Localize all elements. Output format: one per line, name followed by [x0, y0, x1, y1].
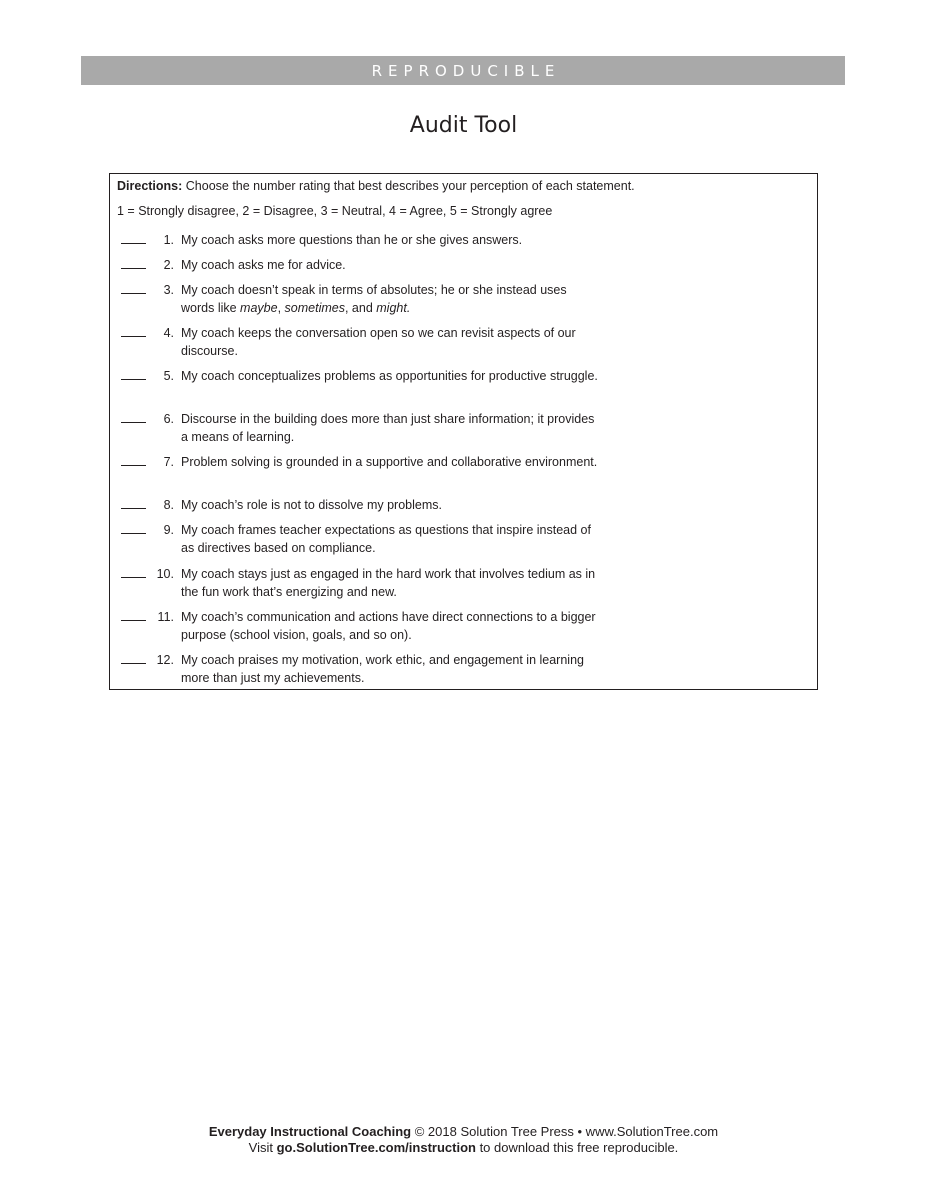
item-number: 8. — [163, 498, 174, 512]
page-footer — [0, 1124, 927, 1156]
banner-label: REPRODUCIBLE — [371, 61, 561, 80]
item-statement: My coach stays just as engaged in the hard work that involves tedium as in the fun work that’s energizing and new. — [181, 567, 596, 599]
footer-line-1 — [0, 1124, 927, 1140]
item-statement: My coach asks more questions than he or she gives answers. — [181, 233, 523, 247]
item-statement: Problem solving is grounded in a supportive and collaborative environment. — [181, 455, 598, 469]
item-number: 9. — [163, 523, 174, 537]
item-statement: Discourse in the building does more than just share information; it provides a means of learning. — [181, 412, 595, 444]
item-number: 1. — [163, 233, 174, 247]
directions-line — [117, 179, 635, 193]
rating-scale: 1 = Strongly disagree, 2 = Disagree, 3 = Neutral, 4 = Agree, 5 = Strongly agree — [117, 204, 553, 218]
item-statement: My coach conceptualizes problems as opportunities for productive struggle. — [181, 369, 598, 383]
item-number: 10. — [156, 567, 174, 581]
item-number: 6. — [163, 412, 174, 426]
item-number: 7. — [163, 455, 174, 469]
item-statement: My coach frames teacher expectations as questions that inspire instead of as directives based on compliance. — [181, 523, 591, 555]
item-statement: My coach asks me for advice. — [181, 258, 346, 272]
item-number: 12. — [156, 653, 174, 667]
item-statement: My coach’s role is not to dissolve my problems. — [181, 498, 442, 512]
download-link[interactable]: go.SolutionTree.com/instruction — [276, 1140, 476, 1155]
audit-form-box — [109, 173, 818, 690]
directions-label: Directions: — [117, 179, 183, 193]
item-number: 4. — [163, 326, 174, 340]
item-statement: My coach’s communication and actions have direct connections to a bigger purpose (school vision, goals, and so on). — [181, 610, 596, 642]
page-title: Audit Tool — [409, 113, 518, 138]
directions-text: Choose the number rating that best describes your perception of each statement. — [182, 179, 635, 193]
reproducible-banner — [81, 56, 845, 85]
item-number: 5. — [163, 369, 174, 383]
item-statement: My coach praises my motivation, work ethic, and engagement in learning more than just my achievements. — [181, 653, 584, 685]
item-statement: My coach doesn’t speak in terms of absolutes; he or she instead uses words like maybe, sometimes, and might. — [181, 283, 567, 315]
item-number: 3. — [163, 283, 174, 297]
footer-line-2: Visit go.SolutionTree.com/instruction to download this free reproducible. — [248, 1140, 679, 1155]
item-number: 11. — [157, 610, 174, 624]
copyright-text: © 2018 Solution Tree Press • www.SolutionTree.com — [411, 1124, 719, 1139]
item-statement: My coach keeps the conversation open so we can revisit aspects of our discourse. — [181, 326, 576, 358]
item-number: 2. — [163, 258, 174, 272]
book-title: Everyday Instructional Coaching — [208, 1124, 412, 1139]
